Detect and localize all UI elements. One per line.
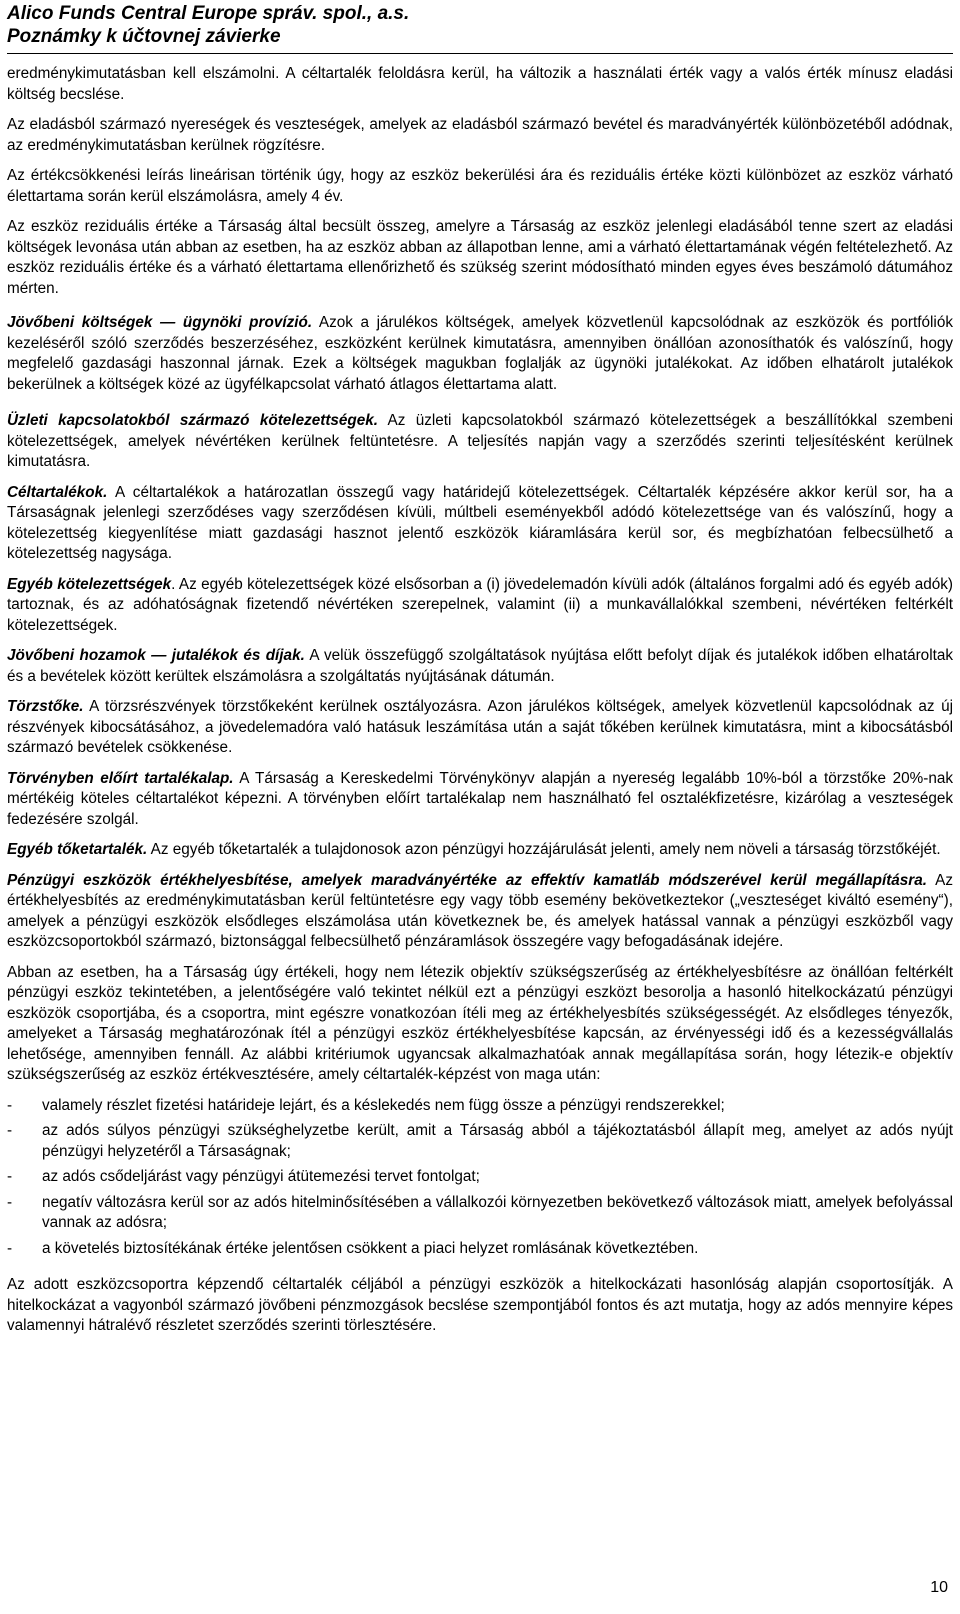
paragraph: Az adott eszközcsoportra képzendő céltartalék céljából a pénzügyi eszközök a hitelkockázati hasonlóság alapján csoportosítják. A hitelkockázat a vagyonból származó jövőbeni pénzmozgások becslése szempontjából fontos és azt mutatja, hogy az adós mennyire képes valamennyi hátralévő részletet szerződés szerinti törlesztésére. — [7, 1276, 953, 1334]
section-share-capital — [7, 697, 953, 759]
paragraph: eredménykimutatásban kell elszámolni. A céltartalék feloldásra kerül, ha változik a használati érték vagy a valós érték mínusz eladási költség becslése. — [7, 65, 953, 103]
list-item: - a követelés biztosítékának értéke jelentősen csökkent a piaci helyzet romlásának következtében. — [7, 1239, 953, 1260]
section-heading: Egyéb kötelezettségek — [7, 575, 172, 593]
section-future-income — [7, 646, 953, 687]
list-marker: - — [7, 1193, 13, 1211]
section-text: A céltartalékok a határozatlan összegű vagy határidejű kötelezettségek. Céltartalék képzésére akkor kerül sor, ha a Társaságnak jelenlegi szerződéses vagy szerződésen kívüli, múltbeli eseményekből adódó kötelezettsége van és valószínű, hogy a kötelezettség kiegyenlítése miatt gazdasági hasznot jelentő eszközök kiáramlására kerül sor, és megbízhatóan felbecsülhető a kötelezettség nagysága. — [7, 483, 953, 562]
list-item: - negatív változásra kerül sor az adós hitelminősítésében a vállalkozói környezetben bekövetkező változások miatt, amelyek befolyással vannak az adósra; — [7, 1193, 953, 1231]
list-item: - valamely részlet fizetési határideje lejárt, és a késlekedés nem függ össze a pénzügyi rendszerekkel; — [7, 1096, 953, 1117]
section-text: A törzsrészvények törzstőkeként kerülnek osztályozásra. Azon járulékos költségek, amelyek közvetlenül kapcsolódnak az új részvények kibocsátásához, a jövedelemadóra való hatásuk leszámítása után a saját tőkében kerülnek kimutatásra, mint a kibocsátásból származó bevételek csökkenése. — [7, 698, 953, 756]
section-impairment — [7, 871, 953, 953]
section-text: A velük összefüggő szolgáltatások nyújtása előtt befolyt díjak és jutalékok időben elhatároltak és a bevételek között kerültek elszámolásra a szolgáltatás nyújtásának dátumán. — [7, 647, 953, 685]
section-text: Az értékhelyesbítés az eredménykimutatásban kerül feltüntetésre egy vagy több esemény bekövetkeztekor („veszteséget kiváltó esemény“), amelyek a pénzügyi eszközök elsődleges elszámolása után következnek be, és amelyek hatással vannak a pénzügyi eszközből vagy eszközcsoportokból származó, biztonsággal felbecsülhető pénzáramlások összegére vagy befogadásának idejére. — [7, 871, 953, 950]
document-subtitle: Poznámky k účtovnej závierke — [7, 26, 281, 47]
page-number: 10 — [930, 1579, 948, 1596]
list-item: - az adós csődeljárást vagy pénzügyi átütemezési tervet fontolgat; — [7, 1167, 953, 1188]
list-marker: - — [7, 1122, 13, 1139]
list-item: - az adós súlyos pénzügyi szükséghelyzetbe került, amit a Társaság abból a tájékoztatásból állapít meg, amelyet az adós nyújt pénzügyi helyzetéről a Társaságnak; — [7, 1122, 953, 1160]
section-other-capital-reserve — [7, 840, 953, 861]
document-body — [7, 64, 953, 1347]
section-heading: Egyéb tőketartalék. — [7, 841, 148, 858]
list-marker: - — [7, 1096, 13, 1114]
section-heading: Üzleti kapcsolatokból származó kötelezettségek. — [7, 412, 379, 429]
company-name: Alico Funds Central Europe správ. spol., a.s. — [7, 3, 410, 24]
paragraph: Az értékcsökkenési leírás lineárisan történik úgy, hogy az eszköz bekerülési ára és reziduális értéke közti különbözet az eszköz várható élettartama során kerül elszámolásra, amely 4 év. — [7, 167, 953, 205]
list-marker: - — [7, 1168, 13, 1185]
list-marker: - — [7, 1239, 13, 1257]
section-text: Az egyéb tőketartalék a tulajdonosok azon pénzügyi hozzájárulását jelenti, amely nem növeli a társaság törzstőkéjét. — [147, 841, 941, 858]
header-divider — [7, 53, 953, 54]
section-heading: Pénzügyi eszközök értékhelyesbítése, amelyek maradványértéke az effektív kamatláb módszerével kerül megállapításra. — [7, 871, 928, 889]
section-provisions — [7, 483, 953, 565]
document-header — [7, 2, 953, 48]
section-business-liabilities — [7, 411, 953, 473]
section-heading: Jövőbeni költségek — ügynöki provízió. — [7, 314, 313, 331]
section-text: . Az egyéb kötelezettségek közé elsősorban a (i) jövedelemadón kívüli adók (általános forgalmi adó és egyéb adók) tartoznak, és az adóhatóságnak fizetendő névértéken szerepelnek, valamint (ii) a munkavállalókkal szembeni, névértéken feltérkélt kötelezettségek. — [7, 575, 953, 634]
section-legal-reserve — [7, 769, 953, 831]
section-heading: Törvényben előírt tartalékalap. — [7, 769, 234, 787]
section-heading: Céltartalékok. — [7, 483, 108, 501]
paragraph: Abban az esetben, ha a Társaság úgy értékeli, hogy nem létezik objektív szükségszerűség az értékhelyesbítésre az önállóan feltérkélt pénzügyi eszköz tekintetében, a jelentőségére való tekintet nélkül ezt a pénzügyi eszközt besorolja a hasonló hitelkockázatú pénzügyi eszközök csoportjába, és a csoportra, mint egészre vonatkozóan ítéli meg az értékhelyesbítés szükségességét. Az elsődleges tényezők, amelyeket a Társaság meghatározónak ítél a pénzügyi eszköz értékhelyesbítése kapcsán, az érvényességi idő és a kezességvállalás lehetősége, amennyiben fennáll. Az alábbi kritériumok ugyancsak alkalmazhatóak annak megállapítása során, hogy létezik-e objektív szükségszerűség az eszköz értékvesztésére, amely céltartalék-képzést von maga után: — [7, 963, 953, 1083]
section-future-costs — [7, 313, 953, 395]
section-text: Az üzleti kapcsolatokból származó kötelezettségek a beszállítókkal szembeni kötelezettségek, amelyek névértéken kerülnek feltüntetésre. A teljesítés napján vagy a szerződés szerinti teljesítésként kerülnek kimutatásra. — [7, 412, 953, 470]
section-heading: Jövőbeni hozamok — jutalékok és díjak. — [7, 647, 305, 664]
section-heading: Törzstőke. — [7, 698, 84, 715]
impairment-criteria-list — [7, 1096, 953, 1260]
section-other-liabilities — [7, 575, 953, 637]
section-text: A Társaság a Kereskedelmi Törvénykönyv alapján a nyereség legalább 10%-ból a törzstőke 20%-nak mértékéig köteles céltartalékot képezni. A törvényben előírt tartalékalap nem használható fel osztalékfizetésre, kizárólag a veszteségek fedezésére szolgál. — [7, 769, 953, 828]
section-text: Azok a járulékos költségek, amelyek közvetlenül kapcsolódnak az eszközök és portfóliók kezeléséről szóló szerződés beszerzéséhez, eszközként kerülnek kimutatásra, amennyiben önállóan azonosíthatók és valószínű, hogy megfelelő gazdasági haszonnal járnak. Ezek a költségek magukban foglalják az ügynöki jutalékokat. Az időben elhatárolt jutalékok bekerülnek a költségek közé az ügyfélkapcsolat várható átlagos élettartama alatt. — [7, 314, 953, 393]
paragraph: Az eladásból származó nyereségek és veszteségek, amelyek az eladásból származó bevétel és maradványérték különbözetéből adódnak, az eredménykimutatásban kerülnek rögzítésre. — [7, 116, 953, 154]
paragraph: Az eszköz reziduális értéke a Társaság által becsült összeg, amelyre a Társaság az eszköz jelenlegi eladásából tenne szert az eladási költségek levonása után abban az esetben, ha az eszköz abban az állapotban lenne, ami a várható élettartamának végén feltételezhető. Az eszköz reziduális értéke és a várható élettartama ellenőrizhető és szükség szerint módosítható minden egyes éves beszámoló dátumához mérten. — [7, 218, 953, 297]
